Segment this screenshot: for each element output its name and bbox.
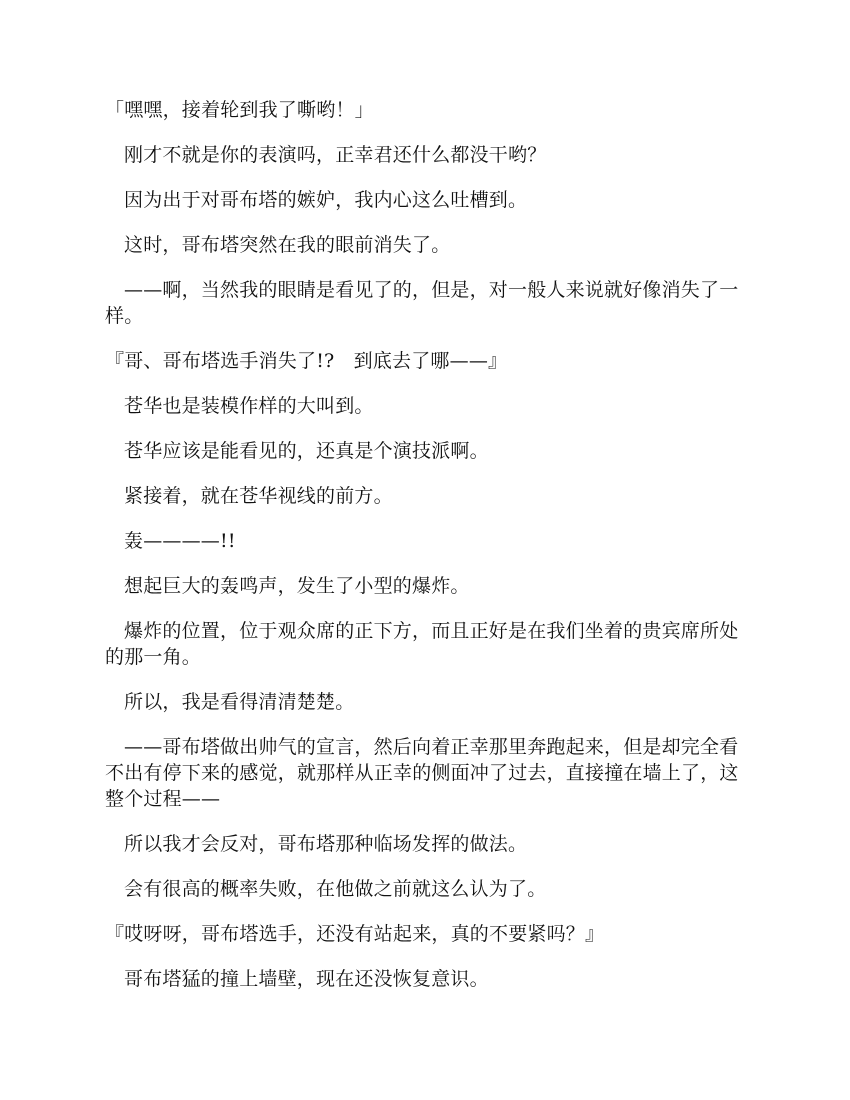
paragraph-12: 爆炸的位置，位于观众席的正下方，而且正好是在我们坐着的贵宾席所处的那一角。 bbox=[105, 620, 739, 668]
paragraph-13: 所以，我是看得清清楚楚。 bbox=[124, 691, 355, 713]
paragraph-10: 轰————!! bbox=[124, 530, 236, 552]
paragraph-3: 因为出于对哥布塔的嫉妒，我内心这么吐槽到。 bbox=[124, 189, 528, 211]
paragraph-8: 苍华应该是能看见的，还真是个演技派啊。 bbox=[124, 440, 489, 462]
paragraph-7: 苍华也是装模作样的大叫到。 bbox=[124, 395, 374, 417]
paragraph-18: 哥布塔猛的撞上墙壁，现在还没恢复意识。 bbox=[124, 968, 489, 990]
paragraph-17: 『哎呀呀，哥布塔选手，还没有站起来，真的不要紧吗？』 bbox=[105, 923, 605, 945]
paragraph-11: 想起巨大的轰鸣声，发生了小型的爆炸。 bbox=[124, 575, 470, 597]
paragraph-15: 所以我才会反对，哥布塔那种临场发挥的做法。 bbox=[124, 833, 528, 855]
paragraph-16: 会有很高的概率失败，在他做之前就这么认为了。 bbox=[124, 878, 547, 900]
paragraph-14: ——哥布塔做出帅气的宣言，然后向着正幸那里奔跑起来，但是却完全看不出有停下来的感觉，就那样从正幸的侧面冲了过去，直接撞在墙上了，这整个过程—— bbox=[105, 736, 739, 810]
paragraph-9: 紧接着，就在苍华视线的前方。 bbox=[124, 485, 393, 507]
paragraph-2: 刚才不就是你的表演吗，正幸君还什么都没干哟？ bbox=[124, 144, 547, 166]
paragraph-1: 「嘿嘿，接着轮到我了嘶哟！」 bbox=[105, 99, 374, 121]
paragraph-6: 『哥、哥布塔选手消失了!? 到底去了哪——』 bbox=[105, 350, 508, 372]
document-page bbox=[105, 97, 750, 1011]
paragraph-5: ——啊，当然我的眼睛是看见了的，但是，对一般人来说就好像消失了一样。 bbox=[105, 279, 739, 327]
paragraph-4: 这时，哥布塔突然在我的眼前消失了。 bbox=[124, 234, 451, 256]
